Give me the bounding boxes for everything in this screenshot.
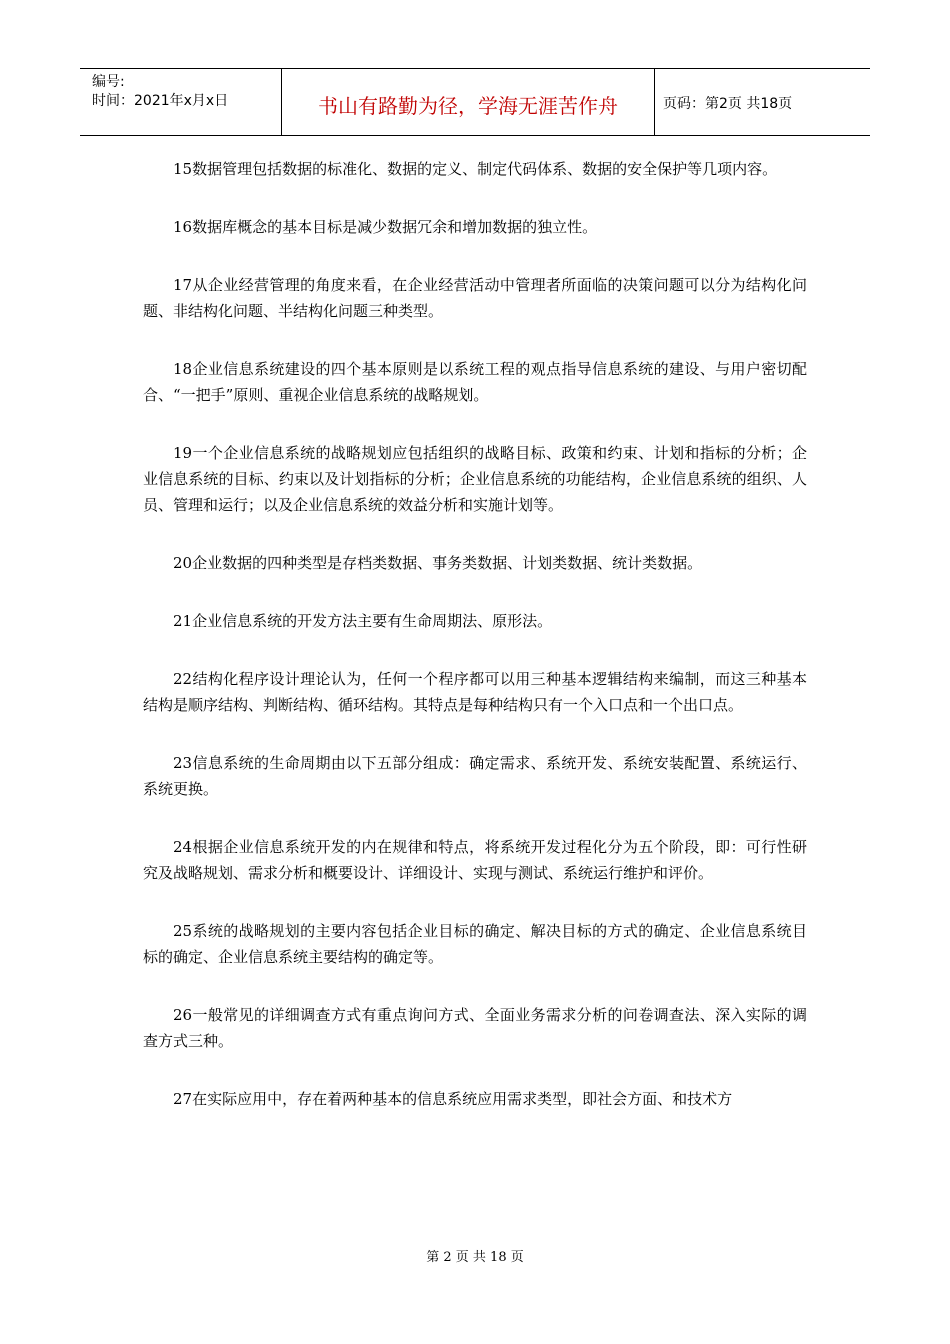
paragraph-18: 18企业信息系统建设的四个基本原则是以系统工程的观点指导信息系统的建设、与用户密切配合、“一把手”原则、重视企业信息系统的战略规划。: [143, 360, 807, 404]
page-footer: 第 2 页 共 18 页: [426, 1250, 524, 1265]
paragraph-15: 15数据管理包括数据的标准化、数据的定义、制定代码体系、数据的安全保护等几项内容。: [173, 160, 778, 178]
paragraph-16: 16数据库概念的基本目标是减少数据冗余和增加数据的独立性。: [173, 218, 598, 236]
paragraph-27: 27在实际应用中，存在着两种基本的信息系统应用需求类型，即社会方面、和技术方: [173, 1090, 733, 1108]
document-time-label: 时间：2021年x月x日: [92, 93, 229, 109]
header-page-info: 页码：第2页 共18页: [663, 96, 793, 112]
paragraph-23: 23信息系统的生命周期由以下五部分组成：确定需求、系统开发、系统安装配置、系统运行、系统更换。: [143, 754, 807, 798]
header-meta: [80, 69, 282, 135]
paragraph-22: 22结构化程序设计理论认为，任何一个程序都可以用三种基本逻辑结构来编制，而这三种基本结构是顺序结构、判断结构、循环结构。其特点是每种结构只有一个入口点和一个出口点。: [143, 670, 807, 714]
paragraph-24: 24根据企业信息系统开发的内在规律和特点，将系统开发过程化分为五个阶段，即：可行性研究及战略规划、需求分析和概要设计、详细设计、实现与测试、系统运行维护和评价。: [143, 838, 807, 882]
document-number-label: 编号:: [92, 74, 125, 90]
document-body: [143, 156, 807, 1144]
paragraph-26: 26一般常见的详细调查方式有重点询问方式、全面业务需求分析的问卷调查法、深入实际的调查方式三种。: [143, 1006, 807, 1050]
paragraph-20: 20企业数据的四种类型是存档类数据、事务类数据、计划类数据、统计类数据。: [173, 554, 703, 572]
paragraph-21: 21企业信息系统的开发方法主要有生命周期法、原形法。: [173, 612, 553, 630]
page-header: [80, 68, 870, 136]
paragraph-25: 25系统的战略规划的主要内容包括企业目标的确定、解决目标的方式的确定、企业信息系统目标的确定、企业信息系统主要结构的确定等。: [143, 922, 807, 966]
paragraph-19: 19一个企业信息系统的战略规划应包括组织的战略目标、政策和约束、计划和指标的分析；企业信息系统的目标、约束以及计划指标的分析；企业信息系统的功能结构，企业信息系统的组织、人员、管理和运行；以及企业信息系统的效益分析和实施计划等。: [143, 444, 807, 514]
paragraph-17: 17从企业经营管理的角度来看，在企业经营活动中管理者所面临的决策问题可以分为结构化问题、非结构化问题、半结构化问题三种类型。: [143, 276, 807, 320]
header-motto: 书山有路勤为径，学海无涯苦作舟: [282, 69, 655, 135]
